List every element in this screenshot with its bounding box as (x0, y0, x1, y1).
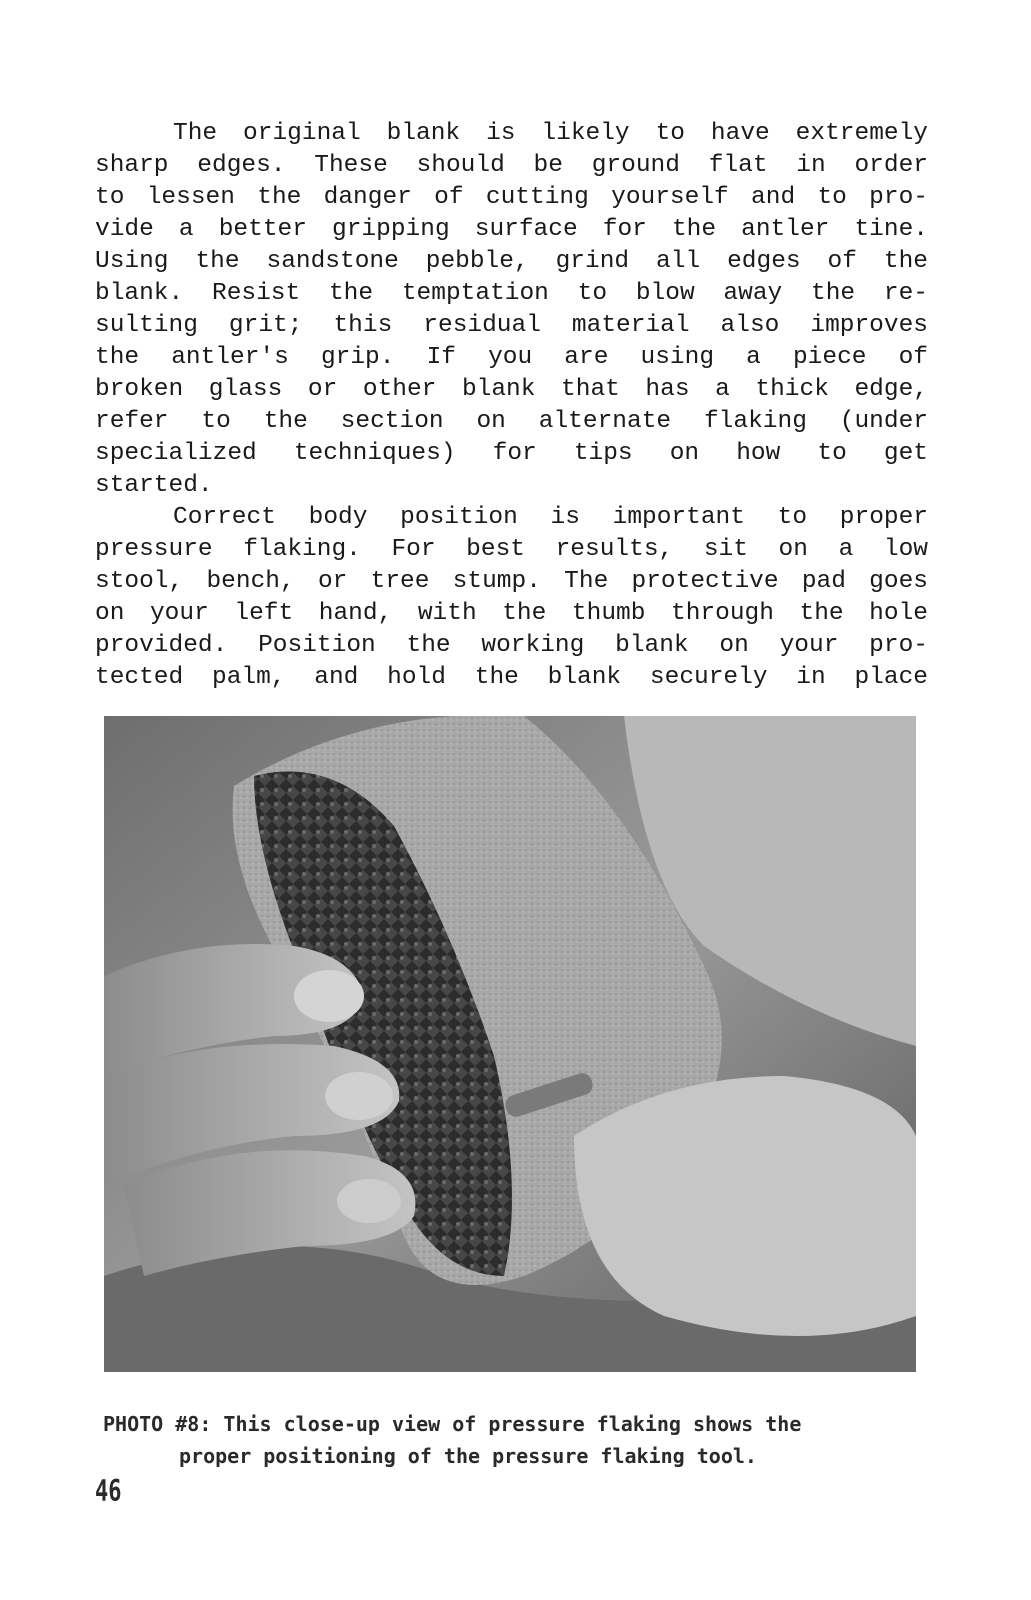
paragraph-2 (95, 502, 928, 694)
text-line: broken glass or other blank that has a thick edge, (95, 376, 928, 403)
text-line: stool, bench, or tree stump. The protective pad goes (95, 568, 928, 595)
text-line: Using the sandstone pebble, grind all edges of the (95, 248, 928, 275)
page-number: 46 (95, 1475, 122, 1509)
text-line: provided. Position the working blank on your pro- (95, 632, 928, 659)
body-text (95, 118, 928, 694)
photo-illustration (104, 716, 916, 1372)
text-line: vide a better gripping surface for the antler tine. (95, 216, 928, 243)
text-line: specialized techniques) for tips on how to get (95, 440, 928, 467)
caption-line-2: proper positioning of the pressure flaking tool. (179, 1444, 757, 1468)
text-line: to lessen the danger of cutting yourself and to pro- (95, 184, 928, 211)
photo-pressure-flaking (104, 716, 916, 1372)
text-line: sharp edges. These should be ground flat in order (95, 152, 928, 179)
text-line: started. (95, 472, 213, 499)
text-line: the antler's grip. If you are using a piece of (95, 344, 928, 371)
paragraph-1 (95, 118, 928, 502)
text-line: sulting grit; this residual material also improves (95, 312, 928, 339)
text-line: The original blank is likely to have extremely (173, 120, 928, 147)
text-line: blank. Resist the temptation to blow away the re- (95, 280, 928, 307)
text-line: tected palm, and hold the blank securely in place (95, 664, 928, 691)
text-line: refer to the section on alternate flaking (under (95, 408, 928, 435)
text-line: pressure flaking. For best results, sit on a low (95, 536, 928, 563)
text-line: on your left hand, with the thumb through the hole (95, 600, 928, 627)
text-line: Correct body position is important to proper (173, 504, 928, 531)
caption-line-1: PHOTO #8: This close-up view of pressure flaking shows the (103, 1412, 802, 1436)
photo-caption (103, 1408, 883, 1472)
